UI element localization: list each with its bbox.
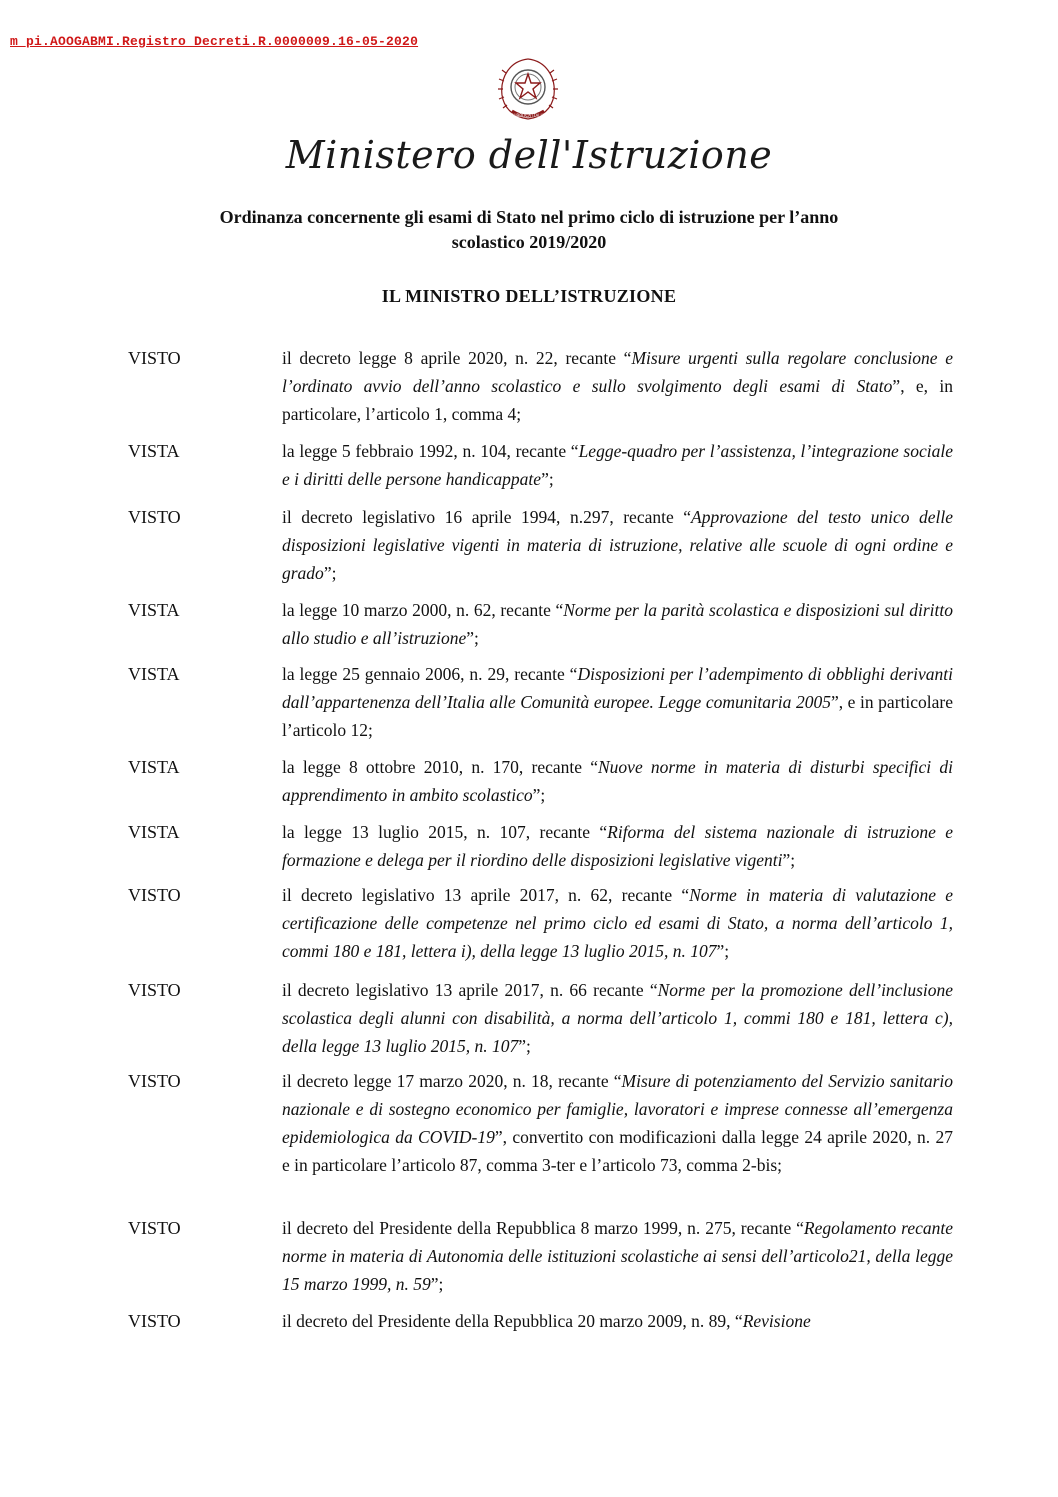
recital-keyword: VISTO	[128, 348, 181, 368]
recital-text: la legge 13 luglio 2015, n. 107, recante “Riforma del sistema nazionale di istruzione e formazione e delega per il riordino delle disposizioni legislative vigenti”;	[282, 822, 953, 870]
recital-text: il decreto del Presidente della Repubblica 8 marzo 1999, n. 275, recante “Regolamento recante norme in materia di Autonomia delle istituzioni scolastiche ai sensi dell’articolo21, della legge 15 marzo 1999, n. 59”;	[282, 1218, 953, 1294]
recital-keyword: VISTA	[128, 600, 180, 620]
recital-keyword: VISTA	[128, 441, 180, 461]
recital-keyword: VISTO	[128, 507, 181, 527]
recital-text: la legge 5 febbraio 1992, n. 104, recante “Legge-quadro per l’assistenza, l’integrazione sociale e i diritti delle persone handicappate”;	[282, 441, 954, 489]
document-title	[130, 205, 928, 255]
recital-text: la legge 25 gennaio 2006, n. 29, recante “Disposizioni per l’adempimento di obblighi derivanti dall’appartenenza dell’Italia alle Comunità europee. Legge comunitaria 2005”, e in particolare l’articolo 12;	[282, 664, 954, 740]
recital-keyword: VISTO	[128, 980, 181, 1000]
recital-keyword: VISTA	[128, 822, 180, 842]
recital-text: il decreto legislativo 13 aprile 2017, n. 62, recante “Norme in materia di valutazione e certificazione delle competenze nel primo ciclo ed esami di Stato, a norma dell’articolo 1, commi 180 e 181, lettera i), della legge 13 luglio 2015, n. 107”;	[282, 885, 953, 961]
document-title-line-1: Ordinanza concernente gli esami di Stato nel primo ciclo di istruzione per l’anno	[219, 207, 839, 227]
emblem-ribbon-text: REPUBBLICA ITALIANA	[505, 113, 551, 118]
recital-keyword: VISTA	[128, 664, 180, 684]
ministry-name: Ministero dell'Istruzione	[285, 133, 773, 177]
recital-text: il decreto legge 17 marzo 2020, n. 18, recante “Misure di potenziamento del Servizio sanitario nazionale e di sostegno economico per famiglie, lavoratori e imprese connesse all’emergenza epidemiologica da COVID-19”, convertito con modificazioni dalla legge 24 aprile 2020, n. 27 e in particolare l’articolo 87, comma 3-ter e l’articolo 73, comma 2-bis;	[282, 1071, 953, 1175]
document-title-line-2: scolastico 2019/2020	[451, 232, 607, 252]
protocol-stamp: m_pi.AOOGABMI.Registro Decreti.R.0000009.16-05-2020	[10, 34, 419, 49]
italian-republic-emblem-icon	[492, 55, 564, 123]
recital-text: il decreto del Presidente della Repubblica 20 marzo 2009, n. 89, “Revisione	[282, 1311, 811, 1331]
recital-text: il decreto legislativo 13 aprile 2017, n. 66 recante “Norme per la promozione dell’inclusione scolastica degli alunni con disabilità, a norma dell’articolo 1, commi 180 e 181, lettera c), della legge 13 luglio 2015, n. 107”;	[282, 980, 954, 1056]
recital-keyword: VISTO	[128, 1071, 181, 1091]
recital-keyword: VISTA	[128, 757, 180, 777]
recital-keyword: VISTO	[128, 885, 181, 905]
recital-keyword: VISTO	[128, 1311, 181, 1331]
recital-text: il decreto legge 8 aprile 2020, n. 22, recante “Misure urgenti sulla regolare conclusione e l’ordinato avvio dell’anno scolastico e sullo svolgimento degli esami di Stato”, e, in particolare, l’articolo 1, comma 4;	[282, 348, 954, 424]
recital-keyword: VISTO	[128, 1218, 181, 1238]
issuing-authority: IL MINISTRO DELL’ISTRUZIONE	[381, 286, 677, 306]
recital-text: la legge 10 marzo 2000, n. 62, recante “Norme per la parità scolastica e disposizioni sul diritto allo studio e all’istruzione”;	[282, 600, 953, 648]
recital-text: la legge 8 ottobre 2010, n. 170, recante “Nuove norme in materia di disturbi specifici di apprendimento in ambito scolastico”;	[282, 757, 953, 805]
recital-text: il decreto legislativo 16 aprile 1994, n.297, recante “Approvazione del testo unico delle disposizioni legislative vigenti in materia di istruzione, relative alle scuole di ogni ordine e grado”;	[282, 507, 953, 583]
